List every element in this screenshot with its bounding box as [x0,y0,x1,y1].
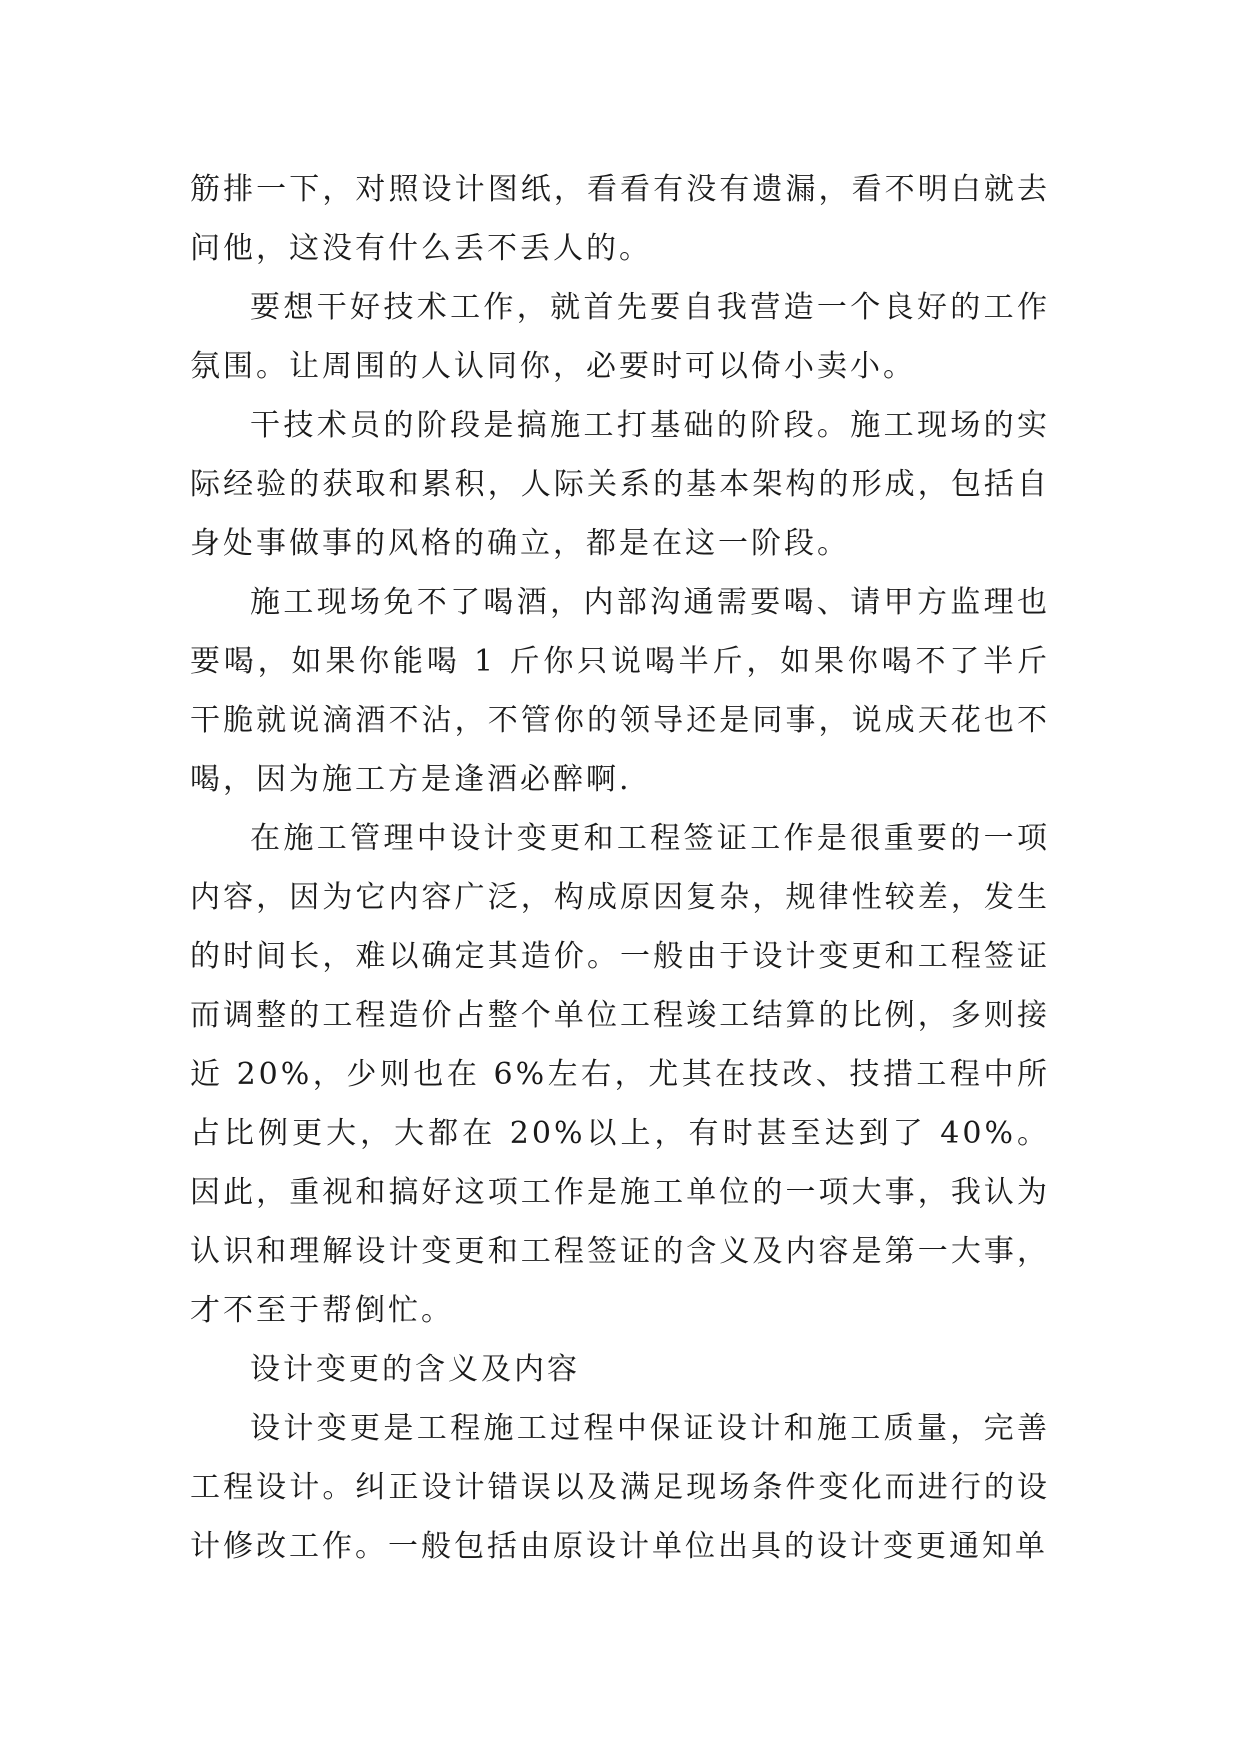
paragraph-technician-stage: 干技术员的阶段是搞施工打基础的阶段。施工现场的实际经验的获取和累积，人际关系的基本架构的形成，包括自身处事做事的风格的确立，都是在这一阶段。 [190,408,1050,561]
document-body [190,160,1050,1576]
paragraph-design-change-importance: 在施工管理中设计变更和工程签证工作是很重要的一项内容，因为它内容广泛，构成原因复杂，规律性较差，发生的时间长，难以确定其造价。一般由于设计变更和工程签证而调整的工程造价占整个单位工程竣工结算的比例，多则接近 20%，少则也在 6%左右，尤其在技改、技措工程中所占比例更大，大都在 20%以上，有时甚至达到了 40%。因此，重视和搞好这项工作是施工单位的一项大事，我认为认识和理解设计变更和工程签证的含义及内容是第一大事，才不至于帮倒忙。 [190,821,1050,1328]
section-heading-design-change: 设计变更的含义及内容 [250,1352,580,1387]
paragraph-drinking: 施工现场免不了喝酒，内部沟通需要喝、请甲方监理也要喝，如果你能喝 1 斤你只说喝半斤，如果你喝不了半斤干脆就说滴酒不沾，不管你的领导还是同事，说成天花也不喝，因为施工方是逢酒必醉啊. [190,585,1050,797]
paragraph-design-change-definition: 设计变更是工程施工过程中保证设计和施工质量，完善工程设计。纠正设计错误以及满足现场条件变化而进行的设计修改工作。一般包括由原设计单位出具的设计变更通知单 [190,1411,1050,1564]
paragraph-work-atmosphere: 要想干好技术工作，就首先要自我营造一个良好的工作氛围。让周围的人认同你，必要时可以倚小卖小。 [190,290,1050,384]
paragraph-continuation: 筋排一下，对照设计图纸，看看有没有遗漏，看不明白就去问他，这没有什么丢不丢人的。 [190,172,1050,266]
